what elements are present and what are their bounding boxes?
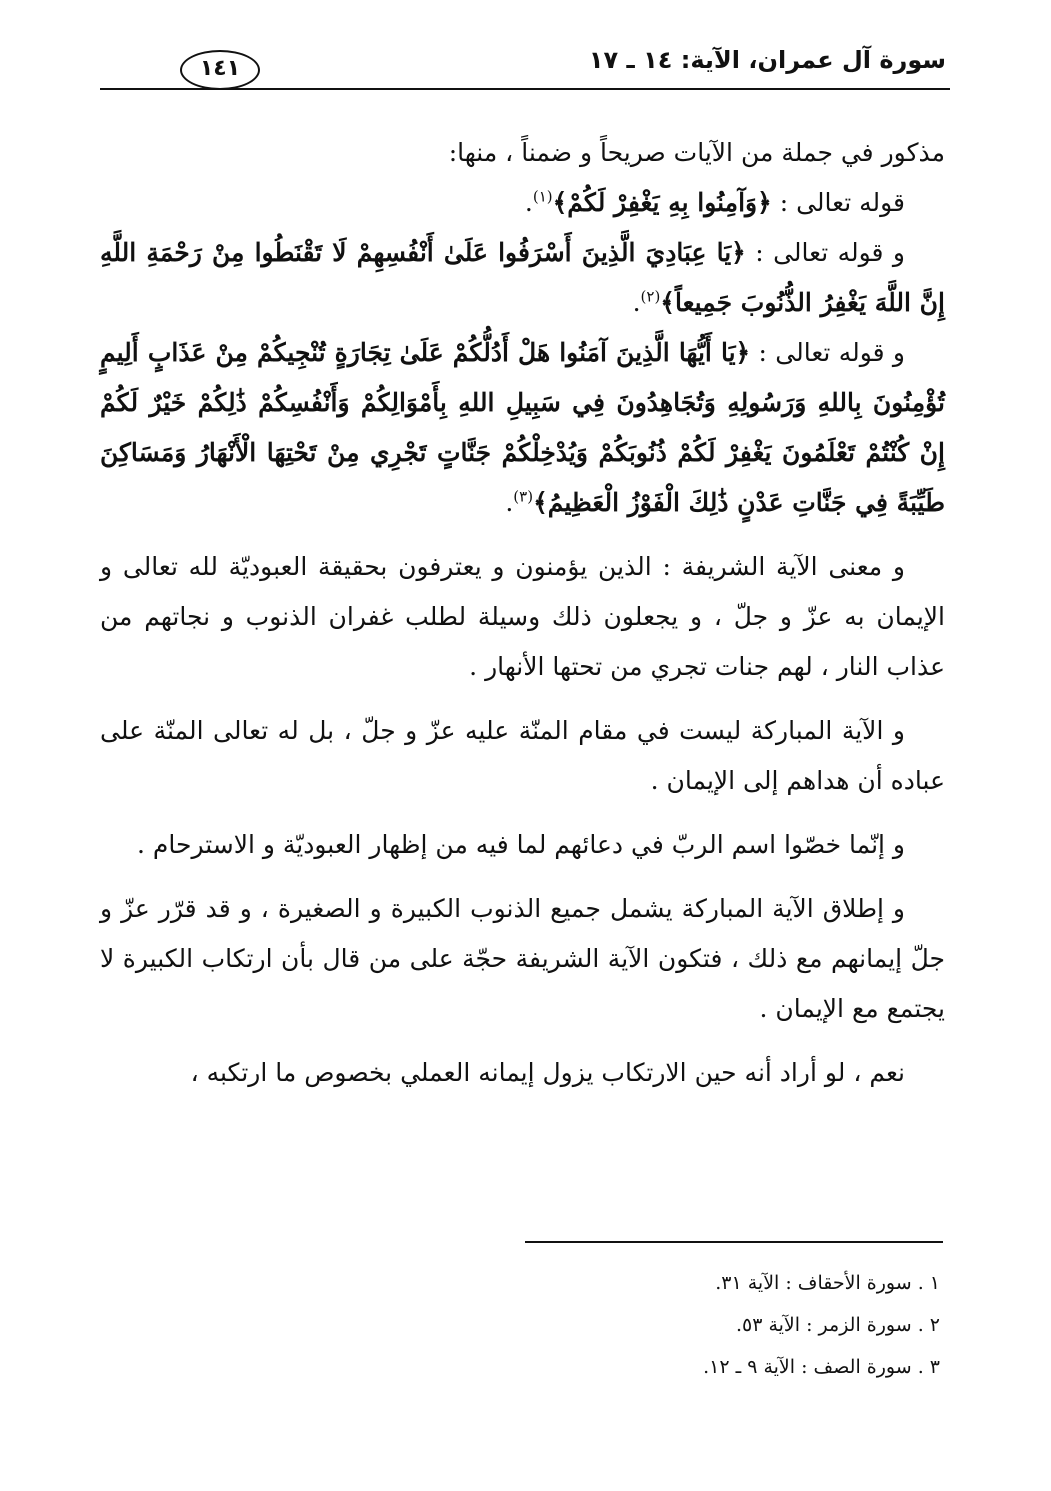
footnote-separator	[525, 1241, 943, 1243]
paragraph-3	[100, 228, 945, 328]
running-header-title: سورة آل عمران، الآية: ١٤ ـ ١٧	[588, 46, 946, 74]
paragraph-4-end: .	[505, 488, 514, 517]
footnote-ref-3: (٣)	[513, 487, 534, 506]
paragraph-5: و معنى الآية الشريفة : الذين يؤمنون و يعترفون بحقيقة العبوديّة لله تعالى و الإيمان به عزّ و جلّ ، و يجعلون ذلك وسيلة لطلب غفران الذنوب و نجاتهم من عذاب النار ، لهم جنات تجري من تحتها الأنهار .	[100, 552, 945, 681]
paragraph-2-intro: قوله تعالى :	[771, 188, 905, 217]
quran-verse-3: ﴿يَا أَيُّهَا الَّذِينَ آمَنُوا هَلْ أَدُلُّكُمْ عَلَىٰ تِجَارَةٍ تُنْجِيكُمْ مِنْ عَذَابٍ أَلِيمٍ تُؤْمِنُونَ بِاللهِ وَرَسُولِهِ وَتُجَاهِدُونَ فِي سَبِيلِ اللهِ بِأَمْوَالِكُمْ وَأَنْفُسِكُمْ ذَٰلِكُمْ خَيْرٌ لَكُمْ إِنْ كُنْتُمْ تَعْلَمُونَ يَغْفِرْ لَكُمْ ذُنُوبَكُمْ وَيُدْخِلْكُمْ جَنَّاتٍ تَجْرِي مِنْ تَحْتِهَا الْأَنْهَارُ وَمَسَاكِنَ طَيِّبَةً فِي جَنَّاتِ عَدْنٍ ذَٰلِكَ الْفَوْزُ الْعَظِيمُ﴾	[100, 338, 945, 517]
paragraph-2-end: .	[524, 188, 533, 217]
footnote-3: ٣ . سورة الصف : الآية ٩ ـ ١٢.	[703, 1356, 940, 1378]
paragraph-4	[100, 328, 945, 528]
page-number: ١٤١	[180, 50, 260, 90]
footnote-ref-1: (١)	[532, 187, 553, 206]
paragraph-1: مذكور في جملة من الآيات صريحاً و ضمناً ، منها:	[448, 138, 945, 167]
quran-verse-1: ﴿وَآمِنُوا بِهِ يَغْفِرْ لَكُمْ﴾	[552, 188, 772, 217]
main-text	[100, 128, 945, 1098]
footnote-2: ٢ . سورة الزمر : الآية ٥٣.	[735, 1314, 940, 1336]
footnote-ref-2: (٢)	[640, 287, 661, 306]
paragraph-6: و الآية المباركة ليست في مقام المنّة عليه عزّ و جلّ ، بل له تعالى المنّة على عباده أن هداهم إلى الإيمان .	[100, 716, 945, 795]
footnotes	[500, 1262, 940, 1388]
paragraph-9: نعم ، لو أراد أنه حين الارتكاب يزول إيمانه العملي بخصوص ما ارتكبه ،	[190, 1058, 905, 1087]
page-header	[100, 38, 950, 94]
paragraph-8: و إطلاق الآية المباركة يشمل جميع الذنوب الكبيرة و الصغيرة ، و قد قرّر عزّ و جلّ إيمانهم مع ذلك ، فتكون الآية الشريفة حجّة على من قال بأن ارتكاب الكبيرة لا يجتمع مع الإيمان .	[100, 894, 945, 1023]
paragraph-4-intro: و قوله تعالى :	[750, 338, 905, 367]
quran-verse-2: ﴿يَا عِبَادِيَ الَّذِينَ أَسْرَفُوا عَلَىٰ أَنْفُسِهِمْ لَا تَقْنَطُوا مِنْ رَحْمَةِ اللَّهِ إِنَّ اللَّهَ يَغْفِرُ الذُّنُوبَ جَمِيعاً﴾	[100, 238, 945, 317]
paragraph-3-intro: و قوله تعالى :	[745, 238, 905, 267]
paragraph-7: و إنّما خصّوا اسم الربّ في دعائهم لما فيه من إظهار العبوديّة و الاسترحام .	[137, 830, 905, 859]
paragraph-3-end: .	[632, 288, 641, 317]
paragraph-2	[100, 178, 945, 228]
footnote-1: ١ . سورة الأحقاف : الآية ٣١.	[715, 1272, 940, 1294]
